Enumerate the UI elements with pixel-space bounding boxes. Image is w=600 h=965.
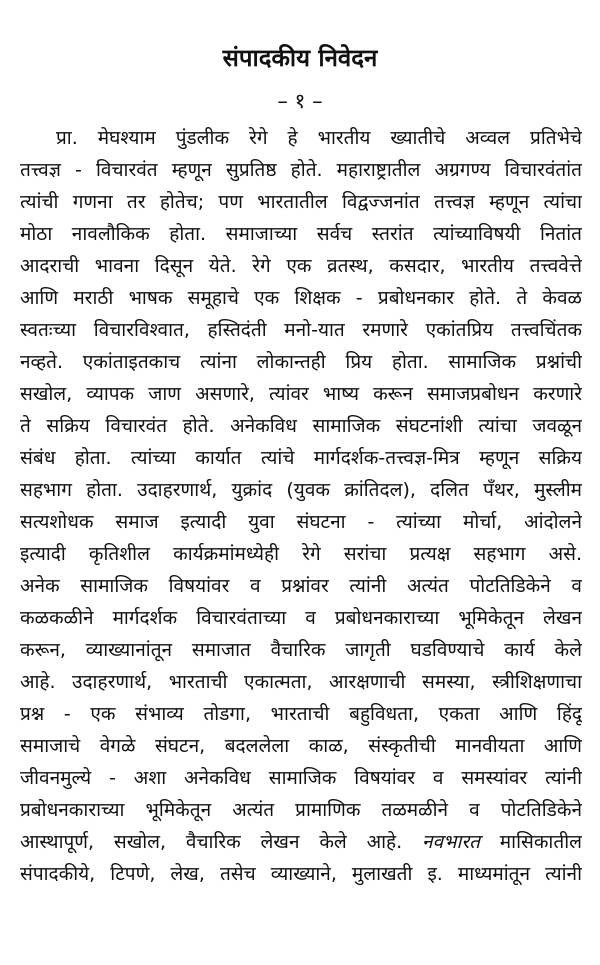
text-line: प्रा. मेघश्याम पुंडलीक रेगे हे भारतीय ख्यातीचे अव्वल प्रतिभेचे	[56, 127, 582, 149]
text-line: प्रश्न - एक संभाव्य तोडगा, भारताची बहुविधता, एकता आणि हिंदू	[20, 703, 582, 725]
text-segment: मासिकातील	[499, 831, 582, 853]
text-line: तत्त्वज्ञ - विचारवंत म्हणून सुप्रतिष्ठ होते. महाराष्ट्रातील अग्रगण्य विचारवंतांत	[20, 159, 582, 181]
page-number: – १ –	[277, 89, 323, 113]
text-line: संपादकीये, टिपणे, लेख, तसेच व्याख्याने, मुलाखती इ. माध्यमांतून त्यांनी	[20, 863, 582, 885]
text-line: आहे. उदाहरणार्थ, भारताची एकात्मता, आरक्षणाची समस्या, स्त्रीशिक्षणाचा	[20, 671, 582, 693]
text-line: करून, व्याख्यानांतून समाजात वैचारिक जागृती घडविण्याचे कार्य केले	[20, 639, 582, 661]
magazine-name: नवभारत	[421, 831, 480, 853]
text-segment: आस्थापूर्ण, सखोल, वैचारिक लेखन केले आहे.	[20, 831, 403, 853]
text-line: आणि मराठी भाषक समूहाचे एक शिक्षक - प्रबोधनकार होते. ते केवळ	[20, 287, 582, 309]
text-line: ते सक्रिय विचारवंत होते. अनेकविध सामाजिक संघटनांशी त्यांचा जवळून	[20, 415, 582, 437]
text-line: सखोल, व्यापक जाण असणारे, त्यांवर भाष्य करून समाजप्रबोधन करणारे	[20, 383, 582, 405]
text-line: आदराची भावना दिसून येते. रेगे एक व्रतस्थ, कसदार, भारतीय तत्त्ववेत्ते	[20, 255, 582, 277]
text-line: त्यांची गणना तर होतेच; पण भारतातील विद्वज्जनांत तत्त्वज्ञ म्हणून त्यांचा	[20, 191, 582, 213]
text-line: संबंध होता. त्यांच्या कार्यात त्यांचे मार्गदर्शक-तत्त्वज्ञ-मित्र म्हणून सक्रिय	[20, 447, 582, 469]
text-line: सहभाग होता. उदाहरणार्थ, युक्रांद (युवक क्रांतिदल), दलित पँथर, मुस्लीम	[20, 479, 582, 501]
text-line: नव्हते. एकांताइतकाच त्यांना लोकान्तही प्रिय होता. सामाजिक प्रश्नांची	[20, 351, 582, 373]
text-line: मोठा नावलौकिक होता. समाजाच्या सर्वच स्तरांत त्यांच्याविषयी नितांत	[20, 223, 582, 245]
text-line: इत्यादी कृतिशील कार्यक्रमांमध्येही रेगे सरांचा प्रत्यक्ष सहभाग असे.	[20, 543, 582, 565]
text-line: प्रबोधनकाराच्या भूमिकेतून अत्यंत प्रामाणिक तळमळीने व पोटतिडिकेने	[20, 799, 582, 821]
text-line: स्वतःच्या विचारविश्वात, हस्तिदंती मनो-यात रमणारे एकांतप्रिय तत्त्वचिंतक	[20, 319, 582, 341]
body-paragraph	[20, 122, 582, 890]
text-line: जीवनमुल्ये - अशा अनेकविध सामाजिक विषयांवर व समस्यांवर त्यांनी	[20, 767, 582, 789]
page-title: संपादकीय निवेदन	[222, 44, 378, 72]
text-line: सत्यशोधक समाज इत्यादी युवा संघटना - त्यांच्या मोर्चा, आंदोलने	[20, 511, 582, 533]
text-line-mixed	[20, 826, 582, 858]
text-line: अनेक सामाजिक विषयांवर व प्रश्नांवर त्यांनी अत्यंत पोटतिडिकेने व	[20, 575, 582, 597]
text-line: कळकळीने मार्गदर्शक विचारवंताच्या व प्रबोधनकाराच्या भूमिकेतून लेखन	[20, 607, 582, 629]
text-line: समाजाचे वेगळे संघटन, बदललेला काळ, संस्कृतीची मानवीयता आणि	[20, 735, 582, 757]
